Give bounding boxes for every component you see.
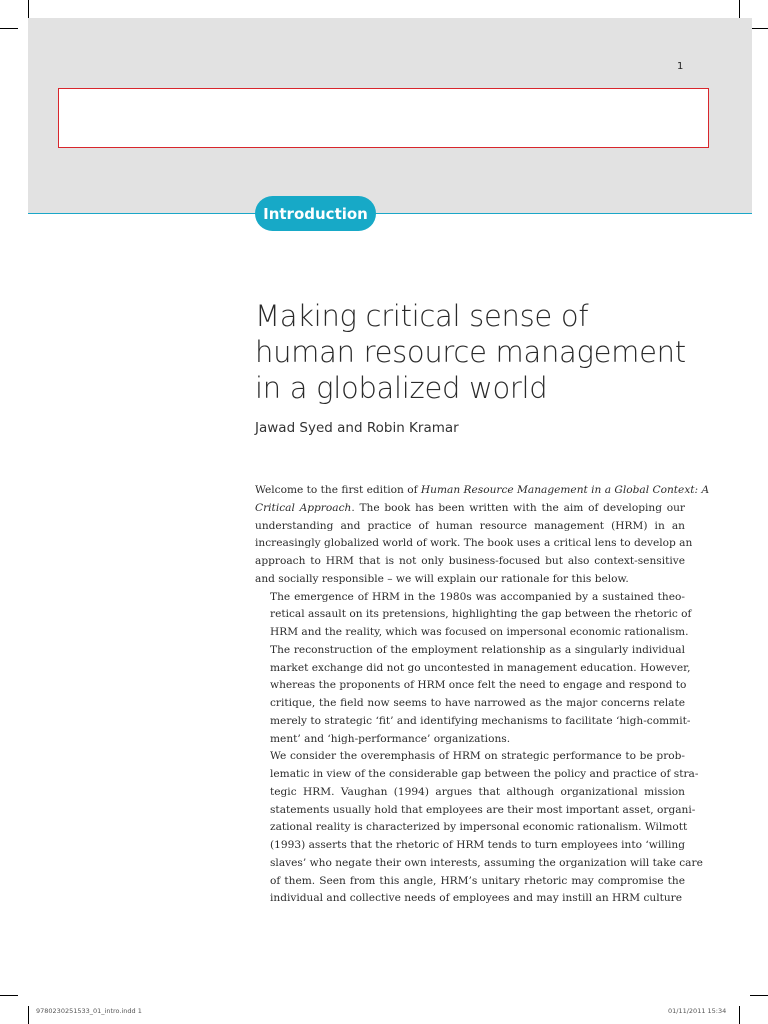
chapter-tag: Introduction bbox=[255, 196, 376, 231]
text-segment: tegic HRM. Vaughan (1994) argues that although organizational mission bbox=[270, 785, 685, 798]
text-segment: The emergence of HRM in the 1980s was accompanied by a sustained theo- bbox=[270, 590, 685, 603]
text-segment: slaves’ who negate their own interests, assuming the organization will take care bbox=[270, 856, 703, 869]
crop-mark bbox=[0, 995, 18, 996]
text-line bbox=[255, 624, 689, 642]
text-segment: Welcome to the first edition of bbox=[255, 484, 421, 496]
footer-file: 9780230251533_01_intro.indd 1 bbox=[36, 1007, 142, 1015]
text-segment: understanding and practice of human resource management (HRM) in an bbox=[255, 519, 685, 532]
text-line bbox=[255, 731, 685, 749]
text-segment: (1993) asserts that the rhetoric of HRM tends to turn employees into ‘willing bbox=[270, 839, 685, 851]
text-line bbox=[255, 642, 685, 660]
text-line bbox=[255, 677, 685, 695]
text-segment: statements usually hold that employees are their most important asset, organi- bbox=[270, 803, 696, 816]
text-line bbox=[255, 553, 685, 571]
text-line bbox=[255, 784, 685, 802]
title-line: in a globalized world bbox=[255, 371, 548, 405]
text-line bbox=[255, 837, 685, 855]
text-line bbox=[255, 518, 685, 536]
text-segment: Human Resource Management in a Global Context: A bbox=[420, 484, 710, 496]
text-segment: lematic in view of the considerable gap between the policy and practice of stra- bbox=[270, 768, 699, 780]
crop-mark bbox=[0, 28, 18, 29]
text-line bbox=[255, 713, 691, 731]
text-segment: and socially responsible – we will explain our rationale for this below. bbox=[255, 572, 629, 585]
text-line bbox=[255, 802, 696, 820]
chapter-title-frame bbox=[58, 88, 709, 148]
crop-mark bbox=[750, 28, 768, 29]
crop-mark bbox=[28, 1006, 29, 1024]
text-line bbox=[255, 873, 685, 891]
text-line bbox=[255, 500, 685, 518]
header-rule bbox=[28, 213, 752, 214]
text-line bbox=[255, 766, 699, 784]
text-segment: . The book has been written with the aim of developing our bbox=[351, 501, 685, 514]
text-line bbox=[255, 660, 691, 678]
title-line: human resource management bbox=[255, 335, 686, 369]
text-segment: of them. Seen from this angle, HRM’s unitary rhetoric may compromise the bbox=[270, 874, 685, 887]
authors: Jawad Syed and Robin Kramar bbox=[255, 420, 459, 436]
text-segment: merely to strategic ‘fit’ and identifying mechanisms to facilitate ‘high-commit- bbox=[270, 714, 691, 727]
text-segment: We consider the overemphasis of HRM on strategic performance to be prob- bbox=[270, 750, 685, 763]
text-segment: approach to HRM that is not only business-focused but also context-sensitive bbox=[255, 555, 685, 567]
text-segment: HRM and the reality, which was focused on impersonal economic rationalism. bbox=[270, 626, 689, 638]
text-line bbox=[255, 890, 685, 908]
text-segment: whereas the proponents of HRM once felt the need to engage and respond to bbox=[270, 679, 687, 692]
text-segment: increasingly globalized world of work. The book uses a critical lens to develop an bbox=[255, 537, 693, 550]
text-line bbox=[255, 571, 685, 589]
text-segment: individual and collective needs of employees and may instill an HRM culture bbox=[270, 892, 683, 905]
text-line bbox=[255, 695, 685, 713]
paragraph bbox=[255, 589, 692, 749]
text-segment: Critical Approach bbox=[255, 501, 352, 514]
body-text bbox=[255, 482, 710, 908]
text-line bbox=[255, 606, 692, 624]
paragraph bbox=[255, 748, 703, 908]
text-segment: critique, the field now seems to have narrowed as the major concerns relate bbox=[270, 697, 685, 709]
chapter-title bbox=[255, 298, 735, 406]
crop-mark bbox=[750, 995, 768, 996]
crop-mark bbox=[739, 0, 740, 18]
title-line: Making critical sense of bbox=[255, 299, 589, 333]
text-segment: zational reality is characterized by impersonal economic rationalism. Wilmott bbox=[270, 821, 688, 834]
text-line bbox=[255, 535, 693, 553]
text-line bbox=[255, 748, 685, 766]
crop-mark bbox=[739, 1006, 740, 1024]
text-line bbox=[255, 819, 688, 837]
text-segment: market exchange did not go uncontested in management education. However, bbox=[270, 661, 691, 674]
footer-datetime: 01/11/2011 15:34 bbox=[668, 1007, 727, 1015]
text-line bbox=[255, 855, 703, 873]
text-segment: retical assault on its pretensions, highlighting the gap between the rhetoric of bbox=[270, 608, 692, 621]
text-line bbox=[255, 482, 710, 500]
crop-mark bbox=[28, 0, 29, 18]
paragraph bbox=[255, 482, 710, 589]
text-segment: The reconstruction of the employment relationship as a singularly individual bbox=[270, 643, 685, 656]
text-segment: ment’ and ‘high-performance’ organizations. bbox=[270, 732, 511, 745]
text-line bbox=[255, 589, 685, 607]
page-number: 1 bbox=[677, 61, 684, 72]
